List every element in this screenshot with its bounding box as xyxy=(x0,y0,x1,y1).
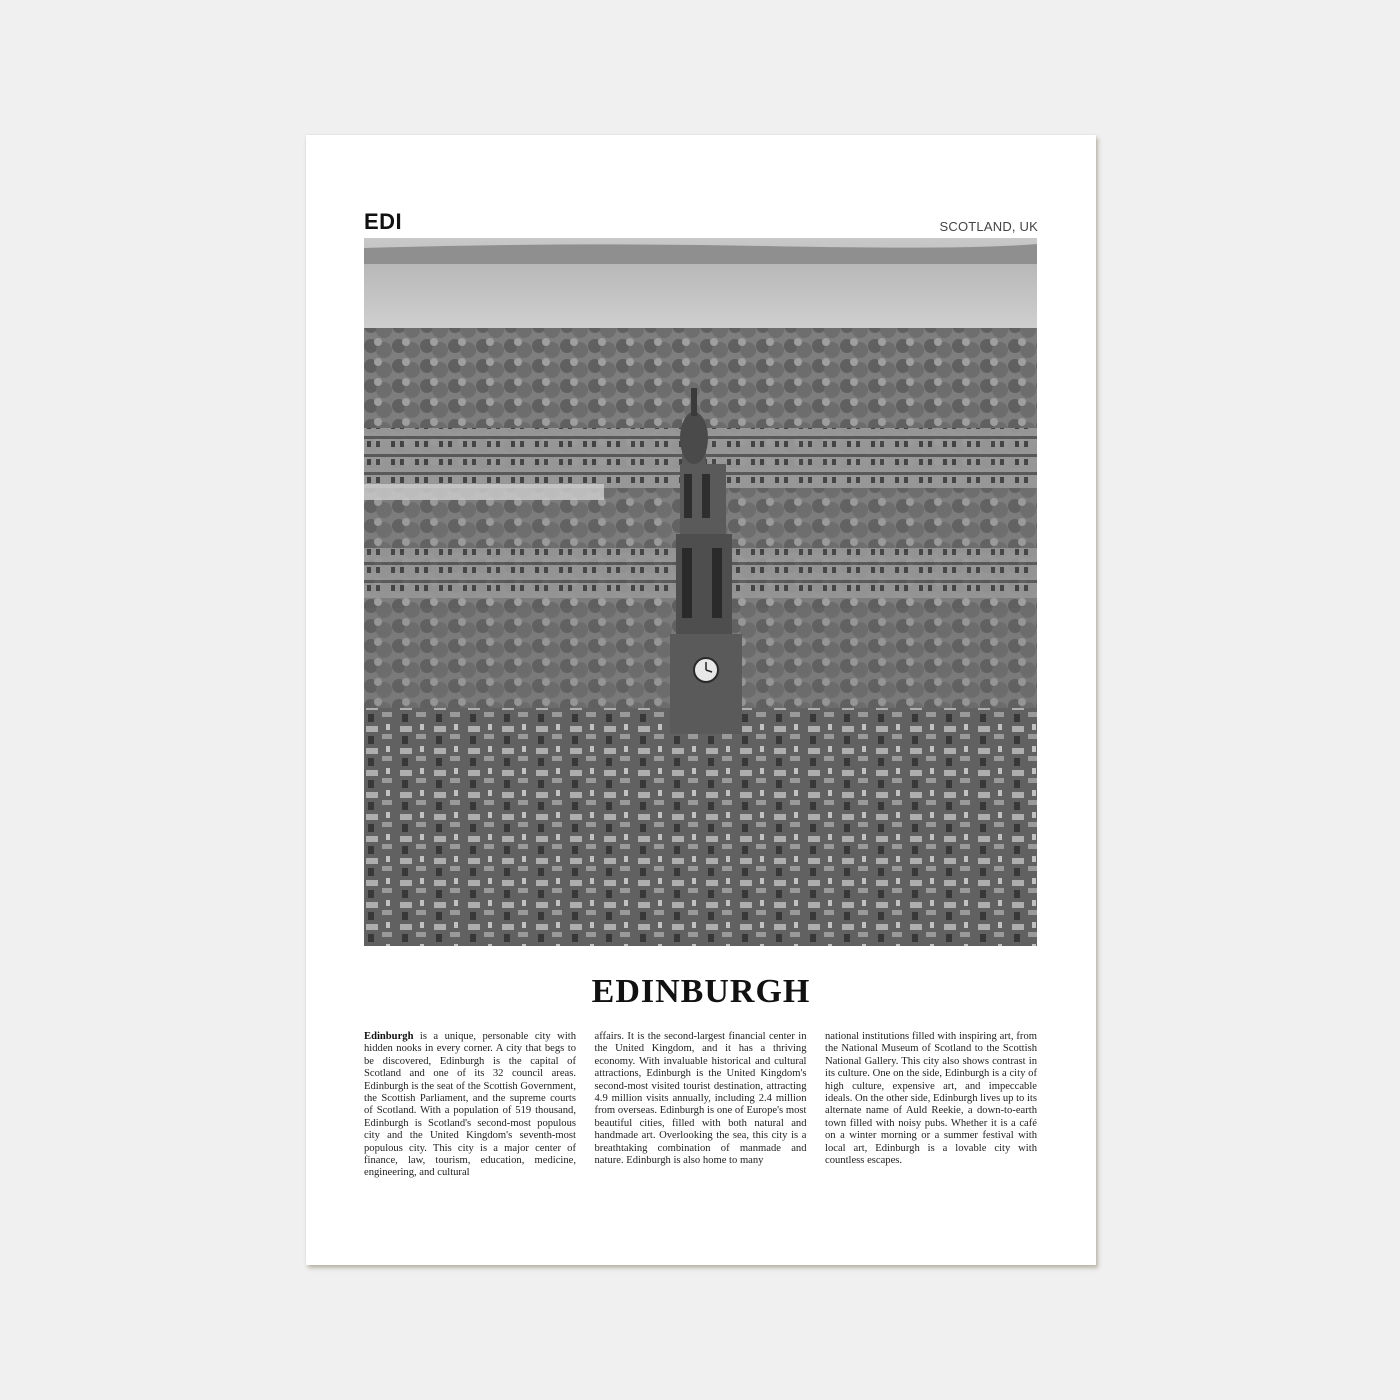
city-photo-illustration xyxy=(364,238,1037,946)
description-column-1 xyxy=(364,1031,576,1180)
city-title: EDINBURGH xyxy=(591,973,811,1010)
lead-word: Edinburgh xyxy=(364,1031,414,1042)
column-1-text: is a unique, personable city with hidden nooks in every corner. A city that begs to be discovered, Edinburgh is the capital of Scotland and one of its 32 council areas. Edinburgh is the seat of the Scottish Government, the Scottish Parliament, and the supreme courts of Scotland. With a population of 519 thousand, Edinburgh is Scotland's second-most populous city and the United Kingdom's seventh-most populous city. This city is a major center of finance, law, tourism, education, medicine, engineering, and cultural xyxy=(364,1031,576,1179)
description-column-3: national institutions filled with inspiring art, from the National Museum of Scotland to the Scottish National Gallery. This city also shows contrast in its culture. One on the side, Edinburgh is a city of high culture, expensive art, and impeccable ideals. On the other side, Edinburgh lives up to its alternate name of Auld Reekie, a down-to-earth town filled with noisy pubs. Whether it is a café on a winter morning or a summer festival with local art, Edinburgh is a lovable city with countless escapes. xyxy=(825,1031,1037,1167)
region-label: SCOTLAND, UK xyxy=(939,219,1038,234)
poster xyxy=(306,135,1096,1265)
city-photo xyxy=(364,238,1037,946)
city-code: EDI xyxy=(364,209,403,234)
description-column-2: affairs. It is the second-largest financial center in the United Kingdom, and it has a thriving economy. With invaluable historical and cultural attractions, Edinburgh is the United Kingdom's second-most visited tourist destination, attracting 4.9 million visits annually, including 2.4 million from overseas. Edinburgh is one of Europe's most beautiful cities, filled with both natural and handmade art. Overlooking the sea, this city is a breathtaking combination of manmade and nature. Edinburgh is also home to many xyxy=(594,1031,807,1167)
description-columns xyxy=(364,1031,1037,1180)
